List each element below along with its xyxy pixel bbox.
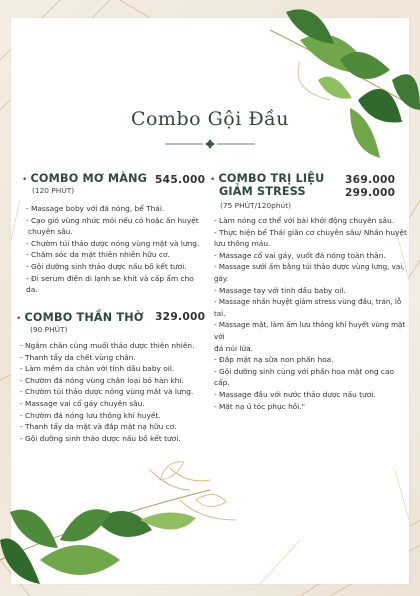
combo-than-tho-title: • COMBO THẦN THỜ bbox=[16, 311, 144, 324]
list-item: chuyên sâu. bbox=[28, 227, 73, 237]
list-item: - Chườm túi thảo dược nóng vùng mặt và lưng. bbox=[26, 238, 200, 248]
list-item: - Massage mặt, làm ấm lưu thông khí huyết vùng mặt với bbox=[214, 320, 406, 341]
list-item: - Gội dưỡng sinh thảo dược nấu bồ kết tươi. bbox=[26, 261, 187, 271]
star-ornament-icon bbox=[205, 139, 215, 149]
combo-mo-mang-time: (120 PHÚT) bbox=[32, 186, 75, 195]
list-item: - Chườm túi thảo dược nóng vùng mắt và lưng. bbox=[20, 387, 194, 397]
list-item: - Làm mềm da chân với tinh dầu baby oil. bbox=[20, 364, 175, 374]
list-item: - Chườm đá nóng vùng chân loại bỏ hàn khí. bbox=[20, 375, 184, 385]
combo-mo-mang-price: 545.000 bbox=[155, 174, 206, 186]
list-item: - Massage đầu với nước thảo dược nấu tươi. bbox=[214, 389, 376, 399]
list-item: - Thực hiện bể Thái giãn cơ chuyên sâu/ Nhấn huyệt bbox=[214, 227, 407, 237]
combo-tri-lieu-time: (75 PHÚT/120phút) bbox=[220, 201, 292, 210]
bullet-icon: • bbox=[22, 175, 28, 185]
combo-mo-mang-title: • COMBO MƠ MÀNG bbox=[22, 172, 148, 185]
combo-mo-mang-items bbox=[26, 203, 206, 296]
title-divider bbox=[165, 139, 255, 149]
combo-tri-lieu-price-1: 369.000 bbox=[345, 174, 396, 186]
list-item: - Massage cổ vai gáy, vuốt đá nóng toàn thân. bbox=[214, 250, 386, 260]
combo-than-tho-price: 329.000 bbox=[155, 311, 206, 323]
list-item: đá núi lửa. bbox=[214, 343, 253, 353]
list-item: - Massage tay với tinh dầu baby oil. bbox=[214, 285, 346, 295]
list-item: - Massage sưởi ấm bằng túi thảo dược vùng lưng, vai, gáy. bbox=[214, 262, 405, 283]
list-item: - Làm nóng cơ thể với bài khởi động chuyên sâu. bbox=[214, 216, 395, 225]
bullet-icon: • bbox=[210, 175, 216, 185]
list-item: - Đắp mặt nạ sữa non phấn hoa. bbox=[214, 355, 334, 365]
list-item: - Đi serum điện di lạnh se khít và cấp ẩm cho da. bbox=[26, 273, 194, 295]
bullet-icon: • bbox=[16, 314, 22, 324]
combo-tri-lieu-section bbox=[210, 172, 350, 210]
combo-tri-lieu-title: • COMBO TRỊ LIỆU bbox=[210, 172, 325, 185]
list-item: - Thanh tẩy da mặt và đắp mặt nạ hữu cơ. bbox=[20, 422, 177, 432]
list-item: - Chườm đá nóng lưu thông khí huyết. bbox=[20, 410, 161, 420]
list-item: - Thanh tẩy da chết vùng chân. bbox=[20, 352, 136, 362]
list-item: - Chăm sóc da mặt thiên nhiên hữu cơ. bbox=[26, 250, 170, 260]
list-item: - Gội dưỡng sinh cùng với phấn hoa mặt ong cao cấp. bbox=[214, 366, 395, 388]
list-item: - Cạo gió vùng nhức mỏi nếu có hoặc ấn huyệt bbox=[26, 215, 199, 225]
combo-than-tho-items bbox=[20, 340, 206, 444]
combo-tri-lieu-price-2: 299.000 bbox=[345, 187, 396, 199]
list-item: - Gội dưỡng sinh thảo dược nấu bồ kết tươi. bbox=[20, 433, 181, 443]
combo-than-tho-time: (90 PHÚT) bbox=[30, 325, 68, 334]
combo-tri-lieu-title-line2: GIẢM STRESS bbox=[219, 185, 306, 198]
list-item: lưu thông máu. bbox=[214, 239, 271, 249]
combo-tri-lieu-items bbox=[214, 215, 410, 412]
list-item: - Massage nhấn huyệt giảm stress vùng đầu, trán, lỗ tai. bbox=[214, 297, 402, 318]
list-item: - Ngâm chân cùng muối thảo dược thiên nhiên. bbox=[20, 341, 195, 350]
list-item: - Mặt nạ ủ tóc phục hồi." bbox=[214, 401, 306, 411]
list-item: - Massage boby với đá nóng, bể Thái. bbox=[26, 204, 165, 213]
page-title: Combo Gội Đầu bbox=[130, 108, 290, 130]
list-item: - Massage vai cổ gáy chuyên sâu. bbox=[20, 398, 145, 408]
